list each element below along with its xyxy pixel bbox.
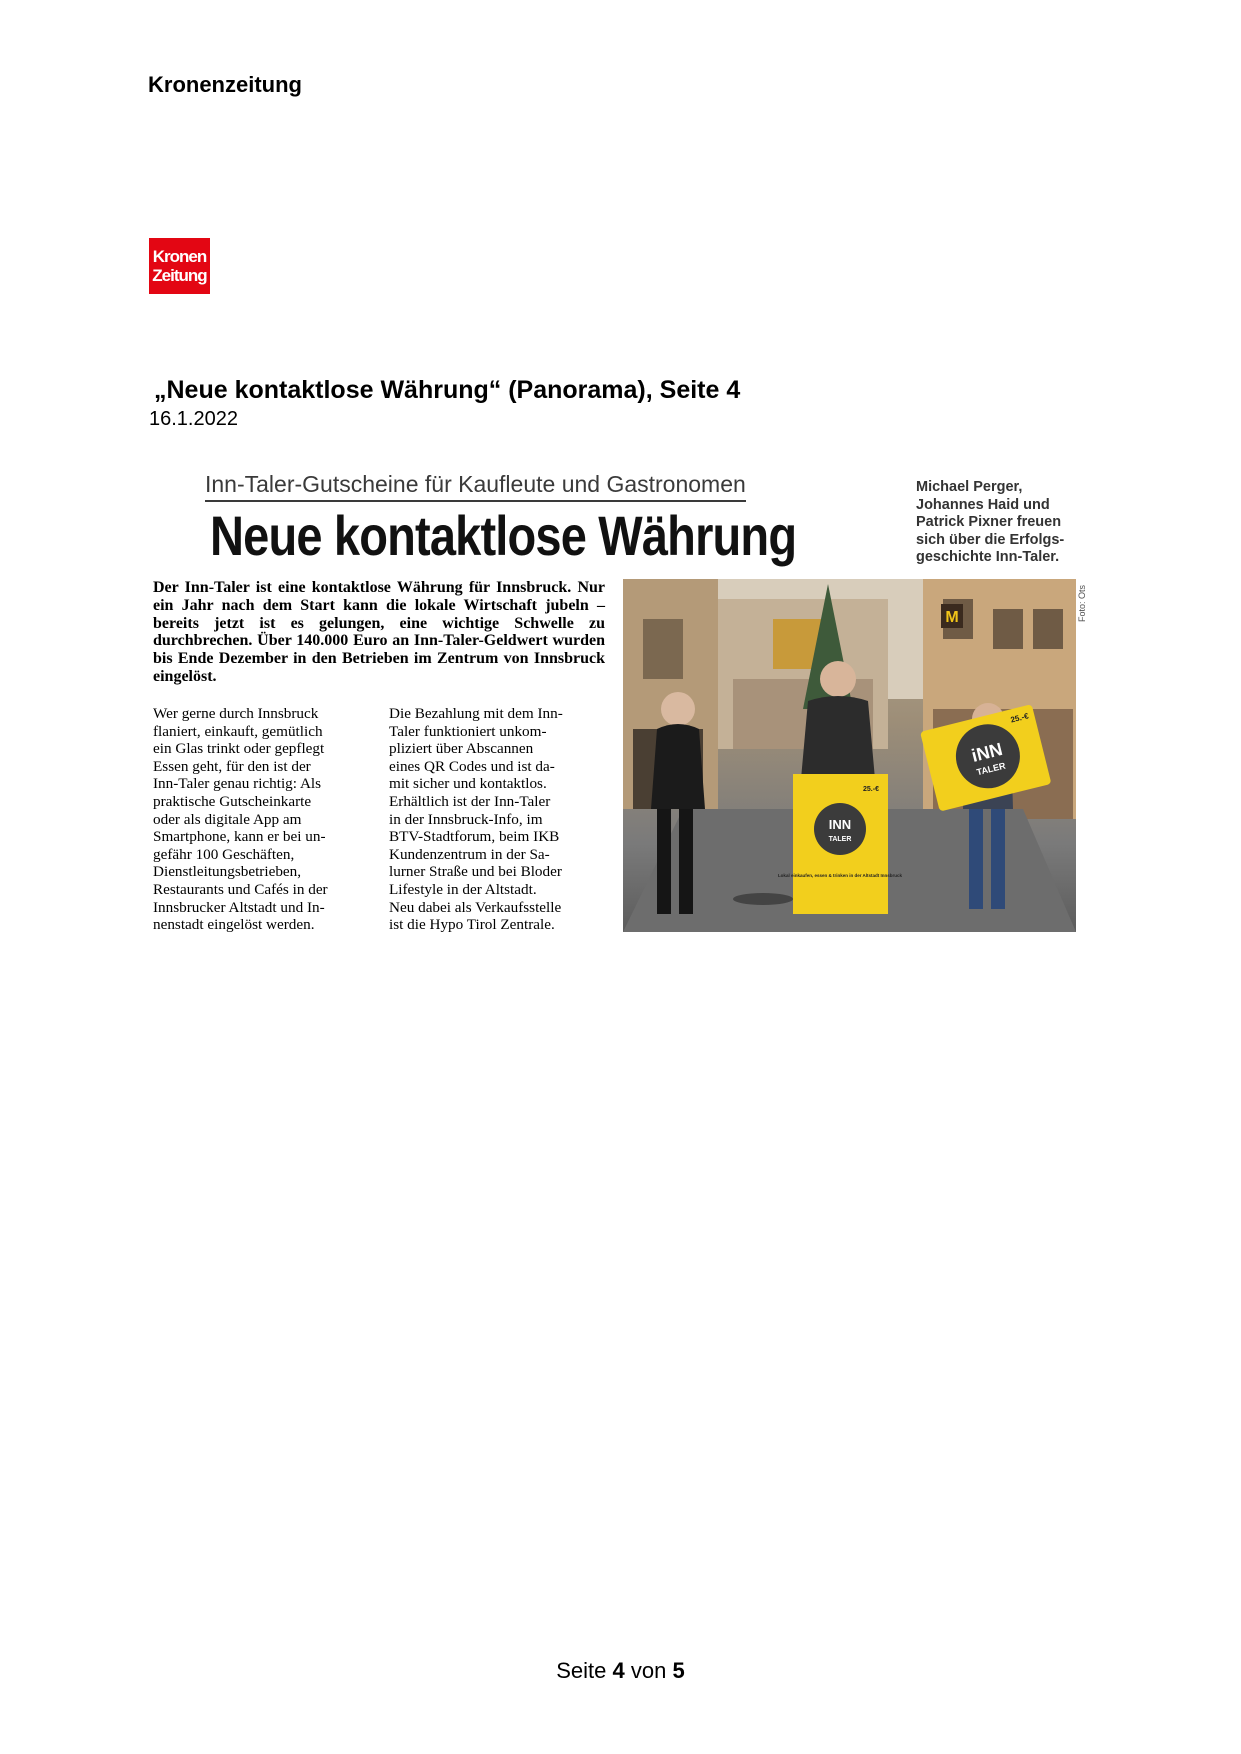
svg-text:M: M [945, 609, 959, 626]
column-line: Dienstleitungsbetrieben, [153, 863, 302, 881]
source-label: Kronenzeitung [148, 72, 302, 97]
article-headline: Neue kontaktlose Währung [210, 504, 797, 567]
column-line: Wer gerne durch Innsbruck [153, 705, 319, 722]
column-line: Essen geht, für den ist der [153, 757, 311, 775]
column-line: Restaurants und Cafés in der [153, 880, 328, 898]
card-big-sub: TALER [975, 760, 1007, 778]
person-left-coat [651, 724, 705, 809]
caption-line: sich über die Erfolgs- [916, 531, 1065, 548]
footer-middle: von [630, 1658, 667, 1683]
card-big-brand: iNN [969, 738, 1005, 766]
column-line: Erhältlich ist der Inn-Taler [389, 792, 551, 810]
person-middle-vest [801, 696, 875, 779]
document-title: „Neue kontaktlose Währung“ (Panorama), Seite 4 [154, 376, 741, 404]
photo-credit: Foto: Ots [1077, 585, 1087, 623]
column-line: Kundenzentrum in der Sa- [389, 845, 550, 863]
article-lead: Der Inn-Taler ist eine kontaktlose Währung für Innsbruck. Nur ein Jahr nach dem Start kann die lokale Wirtschaft jubeln – bereits jetzt ist es gelungen, eine wichtige Schwelle zu durchbrechen. Über 140.000 Euro an Inn-Taler-Geldwert wurden bis Ende Dezember in den Betrieben im Zentrum von Innsbruck eingelöst. [153, 579, 605, 685]
column-line: in der Innsbruck-Info, im [389, 810, 543, 828]
column-line: mit sicher und kontaktlos. [389, 775, 547, 793]
kronen-zeitung-logo [149, 238, 210, 294]
article-kicker: Inn-Taler-Gutscheine für Kaufleute und Gastronomen [205, 471, 746, 502]
footer-prefix: Seite [556, 1658, 607, 1683]
article-column-2 [389, 705, 607, 934]
column-line: ist die Hypo Tirol Zentrale. [389, 916, 555, 934]
caption-line: Patrick Pixner freuen [916, 514, 1062, 530]
caption-line: Michael Perger, [916, 479, 1023, 495]
article-photo [623, 579, 1076, 932]
column-line: Neu dabei als Verkaufsstelle [389, 898, 562, 916]
column-line: Innsbrucker Altstadt und In- [153, 898, 325, 916]
column-line: Smartphone, kann er bei un- [153, 828, 326, 846]
article-column-1 [153, 705, 371, 934]
column-line: Die Bezahlung mit dem Inn- [389, 705, 563, 722]
card-small-brand: INN [828, 817, 852, 832]
column-line: flaniert, einkauft, gemütlich [153, 722, 323, 740]
column-line: Taler funktioniert unkom- [389, 722, 547, 740]
column-line: Inn-Taler genau richtig: Als [153, 775, 322, 793]
footer-page-number: 4 [612, 1658, 625, 1683]
card-big-price: 25.-€ [1009, 711, 1030, 725]
column-line: lurner Straße und bei Bloder [389, 863, 562, 881]
footer-page-total: 5 [672, 1658, 685, 1683]
logo-line-1: Kronen [152, 247, 207, 266]
card-small-price: 25.-€ [863, 786, 879, 793]
column-line: praktische Gutscheinkarte [153, 792, 312, 810]
column-line: nenstadt eingelöst werden. [153, 916, 315, 934]
photo-illustration [623, 579, 1076, 932]
document-date: 16.1.2022 [149, 408, 238, 430]
card-small-sub: TALER [828, 836, 852, 843]
person-left-head [661, 692, 695, 726]
column-line: gefähr 100 Geschäften, [153, 845, 295, 863]
column-line: pliziert über Abscannen [389, 740, 534, 758]
column-line: eines QR Codes und ist da- [389, 757, 555, 775]
column-line: BTV-Stadtforum, beim IKB [389, 828, 560, 846]
logo-line-2: Zeitung [152, 266, 207, 285]
person-middle-head [820, 661, 856, 697]
photo-caption [916, 479, 1086, 567]
column-line: ein Glas trinkt oder gepflegt [153, 740, 325, 758]
column-line: Lifestyle in der Altstadt. [389, 880, 537, 898]
caption-line: geschichte Inn-Taler. [916, 549, 1060, 565]
page-footer [0, 1658, 1241, 1684]
caption-line: Johannes Haid und [916, 496, 1050, 513]
card-small-tagline: Lokal einkaufen, essen & trinken in der Altstadt Innsbruck [777, 873, 903, 878]
column-line: oder als digitale App am [153, 810, 302, 828]
